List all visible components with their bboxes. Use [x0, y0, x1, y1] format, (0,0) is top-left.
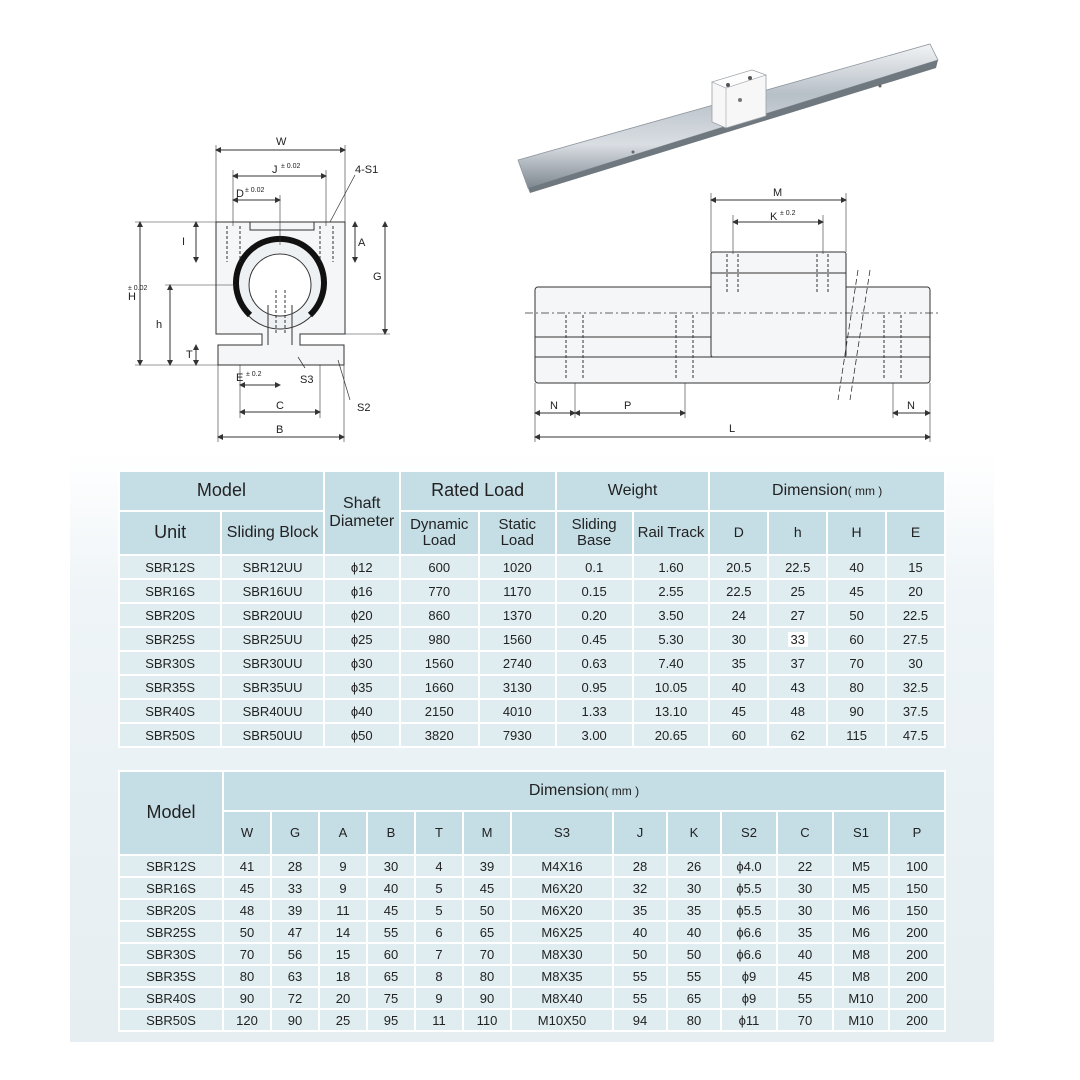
- table-cell: 0.95: [557, 676, 632, 698]
- table-cell: ϕ12: [325, 556, 399, 578]
- table-cell: 2.55: [634, 580, 709, 602]
- table-cell: 1020: [480, 556, 555, 578]
- table-cell: M5: [834, 878, 888, 898]
- table-cell: 90: [464, 988, 510, 1008]
- table-cell: ϕ11: [722, 1010, 776, 1030]
- table-cell: SBR35S: [120, 966, 222, 986]
- table-cell: 115: [828, 724, 885, 746]
- table-cell: 3.00: [557, 724, 632, 746]
- table-cell: M6: [834, 922, 888, 942]
- table-cell: 32.5: [887, 676, 944, 698]
- table-cell: 15: [320, 944, 366, 964]
- table-row: [120, 580, 944, 602]
- table-row: [120, 652, 944, 674]
- table-cell: 50: [828, 604, 885, 626]
- table-cell: 770: [401, 580, 478, 602]
- table-cell: SBR16S: [120, 580, 220, 602]
- table-cell: 200: [890, 966, 944, 986]
- table-cell: M10: [834, 988, 888, 1008]
- header-dimension-label: Dimension: [772, 482, 848, 500]
- table-cell: 45: [224, 878, 270, 898]
- mounting-dimension-table: [118, 770, 946, 1032]
- column-header: C: [778, 812, 832, 854]
- table-cell: 25: [769, 580, 826, 602]
- header-dimension-unit: ( mm ): [604, 784, 640, 799]
- header-dimension: [224, 772, 944, 810]
- column-header: J: [614, 812, 666, 854]
- table-cell: 200: [890, 1010, 944, 1030]
- table-cell: SBR35S: [120, 676, 220, 698]
- table-cell: 30: [710, 628, 767, 650]
- table-cell: ϕ4.0: [722, 856, 776, 876]
- table-cell: SBR12S: [120, 556, 220, 578]
- column-header: T: [416, 812, 462, 854]
- table-cell: M6X25: [512, 922, 612, 942]
- table-cell: 30: [778, 878, 832, 898]
- table-cell: 7: [416, 944, 462, 964]
- table-cell: 1560: [401, 652, 478, 674]
- table-cell: 30: [668, 878, 720, 898]
- table-cell: 90: [272, 1010, 318, 1030]
- table-cell: M6: [834, 900, 888, 920]
- table-cell: SBR16UU: [222, 580, 323, 602]
- header-E: E: [887, 512, 944, 554]
- table-cell: 2740: [480, 652, 555, 674]
- table-cell: 50: [224, 922, 270, 942]
- table-cell: 45: [368, 900, 414, 920]
- table-row: [120, 966, 944, 986]
- table-cell: 7.40: [634, 652, 709, 674]
- table-cell: SBR12UU: [222, 556, 323, 578]
- table-cell: 3.50: [634, 604, 709, 626]
- table-cell: 39: [464, 856, 510, 876]
- table-cell: ϕ40: [325, 700, 399, 722]
- table-cell: 75: [368, 988, 414, 1008]
- table-cell: 40: [668, 922, 720, 942]
- svg-text:G: G: [373, 271, 382, 283]
- table-cell: 45: [710, 700, 767, 722]
- table-cell: 1560: [480, 628, 555, 650]
- svg-text:T: T: [186, 349, 193, 361]
- table-cell: 94: [614, 1010, 666, 1030]
- table-cell: 55: [668, 966, 720, 986]
- header-unit: Unit: [120, 512, 220, 554]
- header-sliding-base: Sliding Base: [557, 512, 632, 554]
- svg-text:D: D: [236, 188, 244, 200]
- table-cell: 18: [320, 966, 366, 986]
- table-cell: 47: [272, 922, 318, 942]
- svg-text:± 0.02: ± 0.02: [128, 285, 148, 292]
- table-cell: 100: [890, 856, 944, 876]
- table-row: [120, 604, 944, 626]
- table-cell: [769, 628, 826, 650]
- svg-text:W: W: [276, 136, 287, 148]
- table-cell: 22.5: [769, 556, 826, 578]
- table-cell: SBR40S: [120, 988, 222, 1008]
- table-cell: 37.5: [887, 700, 944, 722]
- table-cell: ϕ5.5: [722, 900, 776, 920]
- table-cell: 10.05: [634, 676, 709, 698]
- svg-text:L: L: [729, 423, 736, 435]
- table-cell: 47.5: [887, 724, 944, 746]
- table-cell: 50: [614, 944, 666, 964]
- table-row: [120, 676, 944, 698]
- table-cell: SBR16S: [120, 878, 222, 898]
- table-cell: 80: [828, 676, 885, 698]
- table-row: [120, 922, 944, 942]
- svg-text:N: N: [907, 400, 915, 412]
- table-cell: 5: [416, 900, 462, 920]
- table-cell: 22: [778, 856, 832, 876]
- load-dimension-table: [118, 470, 946, 748]
- table-cell: 48: [224, 900, 270, 920]
- table-cell: 65: [464, 922, 510, 942]
- table-cell: SBR35UU: [222, 676, 323, 698]
- table-cell: 70: [778, 1010, 832, 1030]
- table-cell: 90: [224, 988, 270, 1008]
- table-cell: 48: [769, 700, 826, 722]
- column-header: M: [464, 812, 510, 854]
- table1-body: [120, 556, 944, 746]
- table-cell: SBR30UU: [222, 652, 323, 674]
- table-cell: ϕ9: [722, 988, 776, 1008]
- table-cell: 5.30: [634, 628, 709, 650]
- table-cell: 60: [710, 724, 767, 746]
- table-cell: ϕ25: [325, 628, 399, 650]
- table-row: [120, 900, 944, 920]
- column-header: A: [320, 812, 366, 854]
- table-cell: 3130: [480, 676, 555, 698]
- table-cell: 40: [614, 922, 666, 942]
- table-cell: 6: [416, 922, 462, 942]
- table-cell: 55: [614, 966, 666, 986]
- table-cell: 90: [828, 700, 885, 722]
- table-cell: SBR20UU: [222, 604, 323, 626]
- table-cell: SBR40S: [120, 700, 220, 722]
- block-body: [711, 252, 846, 357]
- table-cell: 200: [890, 988, 944, 1008]
- table-cell: 24: [710, 604, 767, 626]
- bore-inner: [249, 254, 311, 316]
- table-row: [120, 1010, 944, 1030]
- column-header: K: [668, 812, 720, 854]
- table-cell: M8: [834, 944, 888, 964]
- table-cell: 39: [272, 900, 318, 920]
- table-cell: 72: [272, 988, 318, 1008]
- table-row: [120, 944, 944, 964]
- table-cell: 65: [668, 988, 720, 1008]
- table-cell: 65: [368, 966, 414, 986]
- column-header: P: [890, 812, 944, 854]
- svg-text:A: A: [358, 237, 366, 249]
- table-cell: 150: [890, 900, 944, 920]
- header-D: D: [710, 512, 767, 554]
- table-cell: 37: [769, 652, 826, 674]
- table-cell: SBR12S: [120, 856, 222, 876]
- table-cell: SBR50UU: [222, 724, 323, 746]
- table-cell: 35: [778, 922, 832, 942]
- svg-text:J: J: [272, 164, 278, 176]
- header-dynamic-load: Dynamic Load: [401, 512, 478, 554]
- table-cell: 70: [828, 652, 885, 674]
- table2-column-headers: [120, 812, 944, 854]
- header-model: Model: [120, 472, 323, 510]
- table-cell: M10X50: [512, 1010, 612, 1030]
- table-cell: 28: [272, 856, 318, 876]
- column-header: B: [368, 812, 414, 854]
- table-cell: M8X30: [512, 944, 612, 964]
- table-cell: 9: [320, 878, 366, 898]
- column-header: S2: [722, 812, 776, 854]
- table-cell: 9: [416, 988, 462, 1008]
- svg-text:B: B: [276, 424, 284, 436]
- table-cell: 40: [778, 944, 832, 964]
- table-cell: M8X40: [512, 988, 612, 1008]
- table-cell: 55: [368, 922, 414, 942]
- table-cell: 32: [614, 878, 666, 898]
- table-cell: 0.15: [557, 580, 632, 602]
- column-header: S1: [834, 812, 888, 854]
- header-dimension-unit: ( mm ): [847, 484, 883, 499]
- table-row: [120, 878, 944, 898]
- table-cell: 70: [464, 944, 510, 964]
- table-cell: SBR20S: [120, 604, 220, 626]
- table-row: [120, 856, 944, 876]
- table-cell: 30: [887, 652, 944, 674]
- table-cell: 20.5: [710, 556, 767, 578]
- table-cell: 40: [828, 556, 885, 578]
- table-cell: 30: [368, 856, 414, 876]
- header-weight: Weight: [557, 472, 709, 510]
- table-cell: 30: [778, 900, 832, 920]
- table-cell: 11: [416, 1010, 462, 1030]
- table-cell: 7930: [480, 724, 555, 746]
- column-header: W: [224, 812, 270, 854]
- table-cell: SBR25UU: [222, 628, 323, 650]
- table-cell: 980: [401, 628, 478, 650]
- table-cell: SBR50S: [120, 724, 220, 746]
- table-cell: 110: [464, 1010, 510, 1030]
- header-static-load: Static Load: [480, 512, 555, 554]
- table-cell: ϕ5.5: [722, 878, 776, 898]
- table-cell: SBR40UU: [222, 700, 323, 722]
- table-cell: 35: [668, 900, 720, 920]
- table-cell: 45: [828, 580, 885, 602]
- table-row: [120, 556, 944, 578]
- table-cell: 56: [272, 944, 318, 964]
- table-cell: 60: [368, 944, 414, 964]
- table-cell: 33: [272, 878, 318, 898]
- svg-text:± 0.02: ± 0.02: [245, 187, 265, 194]
- table-cell: 95: [368, 1010, 414, 1030]
- svg-text:± 0.2: ± 0.2: [780, 210, 796, 217]
- table-cell: SBR30S: [120, 944, 222, 964]
- table-cell: ϕ50: [325, 724, 399, 746]
- table-cell: 20: [887, 580, 944, 602]
- svg-text:S2: S2: [357, 402, 371, 414]
- table-cell: 22.5: [887, 604, 944, 626]
- table-cell: ϕ35: [325, 676, 399, 698]
- table-cell: 1370: [480, 604, 555, 626]
- header-sliding-block: Sliding Block: [222, 512, 323, 554]
- table-cell: M4X16: [512, 856, 612, 876]
- table-cell: 22.5: [710, 580, 767, 602]
- svg-text:M: M: [773, 187, 783, 199]
- table-cell: 35: [710, 652, 767, 674]
- svg-text:K: K: [770, 211, 778, 223]
- table-cell: 120: [224, 1010, 270, 1030]
- table-cell: 1.33: [557, 700, 632, 722]
- column-header: S3: [512, 812, 612, 854]
- table-cell: M10: [834, 1010, 888, 1030]
- header-shaft-diameter: Shaft Diameter: [325, 472, 399, 554]
- table-cell: 55: [778, 988, 832, 1008]
- table2-body: [120, 856, 944, 1030]
- table-cell: 28: [614, 856, 666, 876]
- table-cell: 50: [464, 900, 510, 920]
- table-cell: M8X35: [512, 966, 612, 986]
- technical-drawings: [0, 0, 1080, 460]
- table-cell: 860: [401, 604, 478, 626]
- table-cell: SBR50S: [120, 1010, 222, 1030]
- table-cell: 200: [890, 944, 944, 964]
- table-cell: 60: [828, 628, 885, 650]
- table-cell: 20: [320, 988, 366, 1008]
- rail-product-image: [518, 44, 938, 193]
- table-cell: 27.5: [887, 628, 944, 650]
- table-cell: ϕ6.6: [722, 944, 776, 964]
- table-cell: 26: [668, 856, 720, 876]
- header-rail-track: Rail Track: [634, 512, 709, 554]
- table-cell: 13.10: [634, 700, 709, 722]
- table-row: [120, 700, 944, 722]
- svg-text:P: P: [624, 400, 632, 412]
- table-row: [120, 724, 944, 746]
- table-cell: 43: [769, 676, 826, 698]
- header-h: h: [769, 512, 826, 554]
- table-cell: 600: [401, 556, 478, 578]
- table-cell: M5: [834, 856, 888, 876]
- svg-text:± 0.02: ± 0.02: [281, 163, 301, 170]
- table-row: [120, 988, 944, 1008]
- table-cell: SBR25S: [120, 922, 222, 942]
- table-cell: 4010: [480, 700, 555, 722]
- svg-text:4-S1: 4-S1: [355, 164, 379, 176]
- svg-text:I: I: [182, 236, 186, 248]
- table-cell: M6X20: [512, 900, 612, 920]
- table-cell: ϕ6.6: [722, 922, 776, 942]
- table-cell: 27: [769, 604, 826, 626]
- table-cell: 0.45: [557, 628, 632, 650]
- table-cell: 50: [668, 944, 720, 964]
- table-cell: ϕ9: [722, 966, 776, 986]
- header-dimension-label: Dimension: [528, 782, 605, 800]
- table-cell: 40: [710, 676, 767, 698]
- header-rated-load: Rated Load: [401, 472, 555, 510]
- side-view-drawing: [525, 193, 940, 442]
- svg-text:E: E: [236, 372, 244, 384]
- table-cell: 63: [272, 966, 318, 986]
- svg-text:N: N: [550, 400, 558, 412]
- svg-text:± 0.2: ± 0.2: [246, 371, 262, 378]
- table-cell: 20.65: [634, 724, 709, 746]
- svg-text:S3: S3: [300, 374, 314, 386]
- table-cell: 15: [887, 556, 944, 578]
- table-cell: 41: [224, 856, 270, 876]
- table-cell: 5: [416, 878, 462, 898]
- table-cell: 200: [890, 922, 944, 942]
- table-cell: 80: [224, 966, 270, 986]
- column-header: G: [272, 812, 318, 854]
- table-cell: 62: [769, 724, 826, 746]
- table-cell: 0.20: [557, 604, 632, 626]
- table-cell: 9: [320, 856, 366, 876]
- header-dimension: [710, 472, 944, 510]
- table-cell: 80: [464, 966, 510, 986]
- table-cell: 4: [416, 856, 462, 876]
- table-cell: ϕ20: [325, 604, 399, 626]
- table-cell: 0.1: [557, 556, 632, 578]
- svg-text:C: C: [276, 400, 284, 412]
- table-cell: ϕ30: [325, 652, 399, 674]
- table-cell: 45: [464, 878, 510, 898]
- table-cell: 70: [224, 944, 270, 964]
- table-cell: 1.60: [634, 556, 709, 578]
- table-cell: SBR25S: [120, 628, 220, 650]
- table-cell: 25: [320, 1010, 366, 1030]
- table-cell: 11: [320, 900, 366, 920]
- table-cell: 3820: [401, 724, 478, 746]
- table-cell: 1660: [401, 676, 478, 698]
- header-H: H: [828, 512, 885, 554]
- table-cell: 35: [614, 900, 666, 920]
- table-cell: 45: [778, 966, 832, 986]
- table-cell: 150: [890, 878, 944, 898]
- header-model: Model: [120, 772, 222, 854]
- svg-text:h: h: [156, 319, 163, 331]
- table-row: [120, 628, 944, 650]
- table-cell: 14: [320, 922, 366, 942]
- table-cell: SBR20S: [120, 900, 222, 920]
- table-cell: 8: [416, 966, 462, 986]
- table-cell: 2150: [401, 700, 478, 722]
- table-cell: ϕ16: [325, 580, 399, 602]
- table-cell: M8: [834, 966, 888, 986]
- table-cell: 55: [614, 988, 666, 1008]
- highlighted-value: 33: [788, 632, 808, 647]
- table-cell: 1170: [480, 580, 555, 602]
- svg-text:H: H: [128, 291, 136, 303]
- table-cell: M6X20: [512, 878, 612, 898]
- table-cell: 0.63: [557, 652, 632, 674]
- table-cell: 40: [368, 878, 414, 898]
- table-cell: SBR30S: [120, 652, 220, 674]
- table-cell: 80: [668, 1010, 720, 1030]
